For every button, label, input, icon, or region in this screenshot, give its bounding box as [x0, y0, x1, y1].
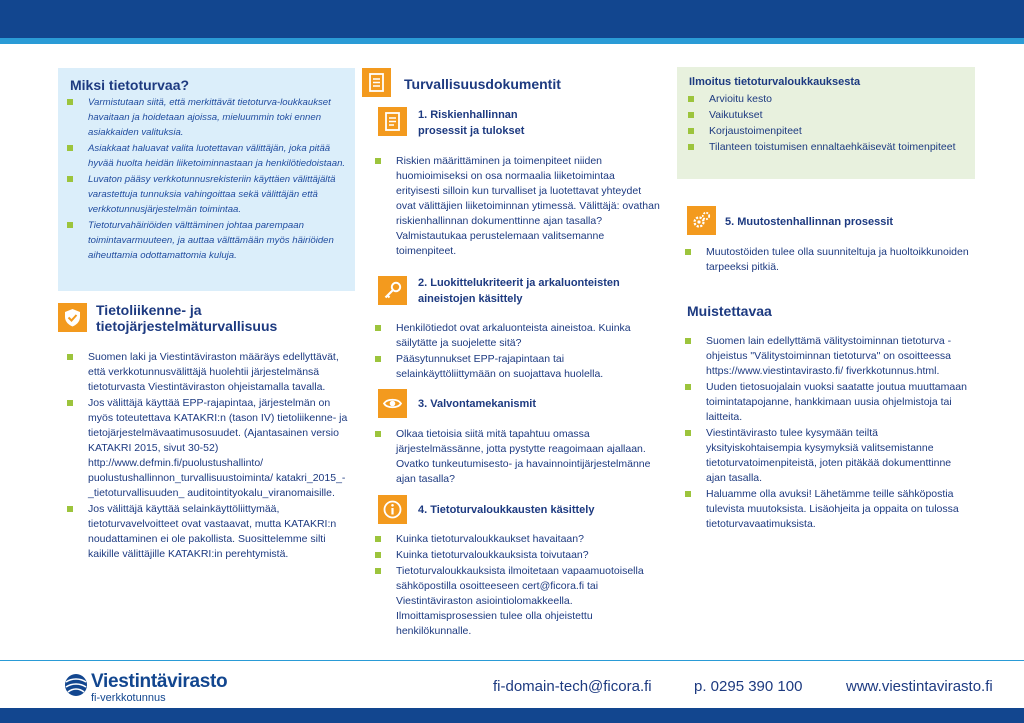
- list-item: Uuden tietosuojalain vuoksi saatatte joutua muuttamaan toimintatapojanne, hankkimaan uusia ohjelmistoja tai laitteita.: [680, 380, 970, 425]
- section-1-title-2: prosessit ja tulokset: [418, 125, 525, 137]
- telecom-title-2: tietojärjestelmäturvallisuus: [96, 318, 278, 334]
- top-accent-line: [0, 38, 1024, 44]
- list-item: Varmistutaan siitä, että merkittävät tietoturva-loukkaukset havaitaan ja hoidetaan ajoissa, mieluummin toki ennen asiakkaiden valituksia.: [62, 95, 350, 140]
- telecom-list: [62, 350, 355, 563]
- logo-subtitle: fi-verkkotunnus: [91, 692, 166, 704]
- change-list: [680, 245, 970, 276]
- telecom-title-1: Tietoliikenne- ja: [96, 302, 202, 318]
- globe-icon: [64, 673, 88, 697]
- list-item: Asiakkaat haluavat valita luotettavan välittäjän, joka pitää hyvää huolta heidän liiketoiminnastaan ja henkilötiedoistaan.: [62, 141, 350, 171]
- why-title: Miksi tietoturvaa?: [70, 77, 190, 93]
- list-item: Jos välittäjä käyttää EPP-rajapintaa, järjestelmän on myös toteutettava KATAKRI:n (tason IV) tietoliikenne- ja tietojärjestelmävaatimusosuudet. (Ajantasainen versio KATAKRI 2015, sivut 30-52) http://www.defmin.fi/puolustushallinto/ puolustushallinnon_turvallisuustoiminta/ katakri_2015_-_tietoturvallisuuden_ auditointityokalu_viranomaisille.: [62, 396, 355, 501]
- section-3-title: 3. Valvontamekanismit: [418, 398, 536, 410]
- info-icon: [378, 495, 407, 524]
- why-list: [62, 95, 350, 264]
- logo: [64, 671, 264, 703]
- report-box: [677, 67, 975, 179]
- list-item: Suomen laki ja Viestintäviraston määräys edellyttävät, että verkkotunnusvälittäjä huolehtii järjestelmänsä tietoturvasta Viestintäviraston ohjeistamalla tavalla.: [62, 350, 355, 395]
- list-item: Tietoturvaloukkauksista ilmoitetaan vapaamuotoisella sähköpostilla osoitteeseen cert@ficora.fi tai Viestintäviraston asiointiolomakkeella. Ilmoittamisprosessien tulee olla ohjeistettu henkilökunnalle.: [370, 564, 660, 639]
- list-item: Haluamme olla avuksi! Lähetämme teille sähköpostia tulevista muutoksista. Lisäohjeita ja oppaita on tulossa tietoturvavaatimuksista.: [680, 487, 970, 532]
- key-icon: [378, 276, 407, 305]
- security-docs-title: Turvallisuusdokumentit: [404, 76, 561, 92]
- list-item: Kuinka tietoturvaloukkaukset havaitaan?: [370, 532, 660, 547]
- eye-icon: [378, 389, 407, 418]
- footer-divider: [0, 660, 1024, 661]
- list-item: Suomen lain edellyttämä välitystoiminnan tietoturva -ohjeistus "Välitystoiminnan tietoturva" on osoitteessa https://www.viestintavirasto.fi/ fiverkkotunnus.html.: [680, 334, 970, 379]
- document-icon: [362, 68, 391, 97]
- section-2-title-1: 2. Luokittelukriteerit ja arkaluonteisten: [418, 277, 620, 289]
- section-1-title-1: 1. Riskienhallinnan: [418, 109, 518, 121]
- remember-list: [680, 334, 970, 533]
- list-item: Tilanteen toistumisen ennaltaehkäisevät toimenpiteet: [683, 140, 968, 155]
- gears-icon: [687, 206, 716, 235]
- section-4-title: 4. Tietoturvaloukkausten käsittely: [418, 504, 595, 516]
- list-item: Luvaton pääsy verkkotunnusrekisteriin käyttäen välittäjältä varastettuja tunnuksia vahingoittaa sekä välittäjän että verkkotunnusjärjestelmän toimintaa.: [62, 172, 350, 217]
- list-item: Riskien määrittäminen ja toimenpiteet niiden huomioimiseksi on osa normaalia liiketoimintaa erityisesti silloin kun turvalliset ja luotettavat yhteydet ovat välittäjien liiketoiminnan ytimessä. Välittäjä: ovathan riskienhallinnan dokumenttinne ajan tasalla? Valmistautukaa perustelemaan valitsemanne toimenpiteet.: [370, 154, 660, 259]
- list-item: Jos välittäjä käyttää selainkäyttöliittymää, tietoturvavelvoitteet ovat vastaavat, mutta KATAKRI:n noudattaminen ei ole pakollista. Suosittelemme silti kaikille välittäjille KATAKRI:in perehtymistä.: [62, 502, 355, 562]
- logo-name: Viestintävirasto: [91, 671, 228, 692]
- top-banner: [0, 0, 1024, 38]
- shield-icon: [58, 303, 87, 332]
- footer-email[interactable]: fi-domain-tech@ficora.fi: [493, 678, 652, 695]
- footer-phone: p. 0295 390 100: [694, 678, 803, 695]
- list-item: Muutostöiden tulee olla suunniteltuja ja huoltoikkunoiden tarpeeksi pitkiä.: [680, 245, 970, 275]
- remember-title: Muistettavaa: [687, 303, 772, 319]
- report-title: Ilmoitus tietoturvaloukkauksesta: [689, 76, 861, 88]
- list-item: Tietoturvahäiriöiden välttäminen johtaa parempaan toimintavarmuuteen, ja auttaa välttämään myös häiriöiden aiheuttamia odottamattomia kuluja.: [62, 218, 350, 263]
- report-list: [683, 92, 968, 156]
- list-item: Pääsytunnukset EPP-rajapintaan tai selainkäyttöliittymään on suojattava huolella.: [370, 352, 660, 382]
- section-2-list: [370, 321, 660, 383]
- section-2-title-2: aineistojen käsittely: [418, 293, 523, 305]
- why-security-box: [58, 68, 355, 291]
- list-item: Vaikutukset: [683, 108, 968, 123]
- list-item: Olkaa tietoisia siitä mitä tapahtuu omassa järjestelmässänne, jotta pystytte reagoimaan ajallaan. Ovatko tunkeutumisesto- ja havainnointijärjestelmänne ajan tasalla?: [370, 427, 660, 487]
- list-item: Korjaustoimenpiteet: [683, 124, 968, 139]
- bottom-banner: [0, 708, 1024, 723]
- change-title: 5. Muutostenhallinnan prosessit: [725, 216, 894, 228]
- section-4-list: [370, 532, 660, 640]
- section-1-list: [370, 154, 660, 260]
- list-item: Viestintävirasto tulee kysymään teiltä yksityiskohtaisempia kysymyksiä valitsemistanne tietoturvatoimenpiteistä, joten pitäkää dokumenttinne ajan tasalla.: [680, 426, 970, 486]
- section-3-list: [370, 427, 660, 488]
- list-item: Henkilötiedot ovat arkaluonteista aineistoa. Kuinka säilytätte ja suojelette sitä?: [370, 321, 660, 351]
- list-item: Kuinka tietoturvaloukkauksista toivutaan?: [370, 548, 660, 563]
- checklist-icon: [378, 107, 407, 136]
- footer-website[interactable]: www.viestintavirasto.fi: [846, 678, 993, 695]
- list-item: Arvioitu kesto: [683, 92, 968, 107]
